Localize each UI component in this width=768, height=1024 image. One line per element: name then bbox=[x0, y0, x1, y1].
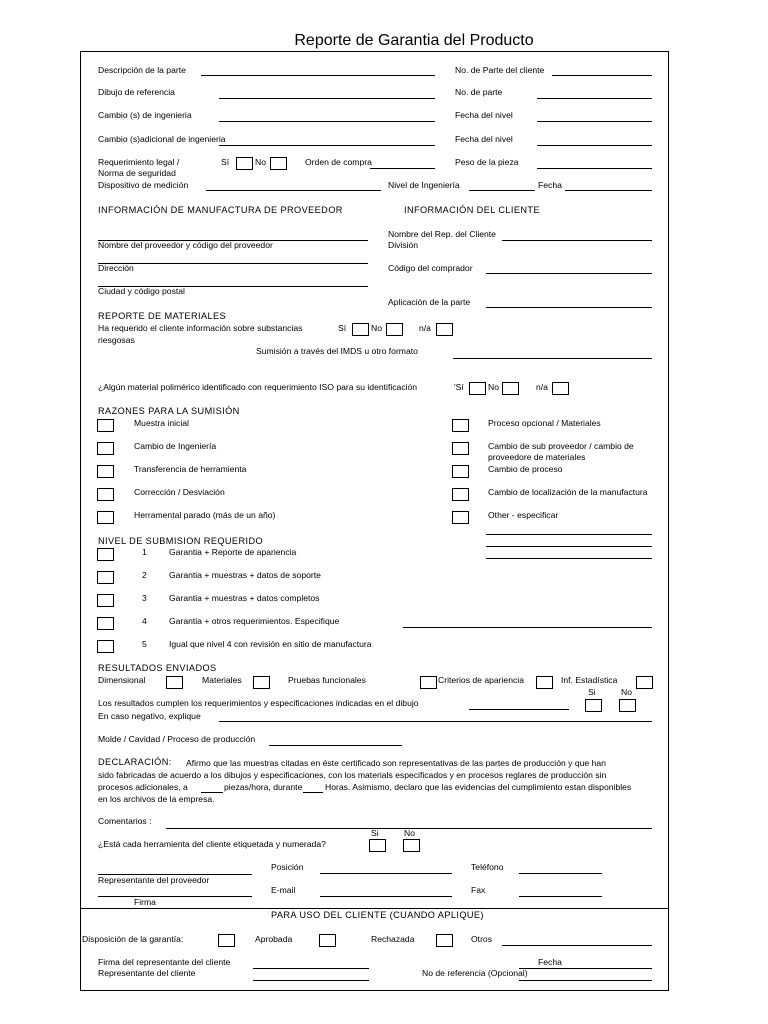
field-firma[interactable] bbox=[98, 896, 252, 897]
field-dispositivo[interactable] bbox=[206, 190, 381, 191]
field-nivel-4-especifique[interactable] bbox=[403, 627, 652, 628]
checkbox-nivel-1[interactable] bbox=[97, 548, 114, 561]
label-no-referencia: No de referencia (Opcional) bbox=[422, 968, 528, 978]
label-other: Other - especificar bbox=[488, 510, 559, 520]
checkbox-cambio-ingenieria[interactable] bbox=[97, 442, 114, 455]
label-mat-na: n/a bbox=[419, 323, 431, 333]
label-proceso-opcional: Proceso opcional / Materiales bbox=[488, 418, 601, 428]
label-inf-estadistica: Inf. Estadística bbox=[561, 675, 618, 685]
label-comentarios: Comentarios : bbox=[98, 816, 152, 826]
field-email[interactable] bbox=[320, 896, 452, 897]
checkbox-transferencia[interactable] bbox=[97, 465, 114, 478]
heading-materials: REPORTE DE MATERIALES bbox=[98, 311, 227, 321]
label-muestra-inicial: Muestra inicial bbox=[134, 418, 189, 428]
heading-client: INFORMACIÓN DEL CLIENTE bbox=[404, 205, 540, 215]
field-cambio-adicional[interactable] bbox=[219, 145, 435, 146]
field-other-2[interactable] bbox=[486, 546, 652, 547]
label-herr-no: No bbox=[404, 828, 415, 838]
field-otros[interactable] bbox=[502, 945, 652, 946]
field-molde[interactable] bbox=[269, 745, 402, 746]
label-legal-si: Sí bbox=[221, 157, 230, 167]
label-poli-no: No bbox=[488, 382, 499, 392]
declaration-line-2: sido fabricadas de acuerdo a los dibujos y especificaciones, con los materials especificados y en procesos reglares de producción sin bbox=[98, 770, 607, 780]
label-fecha: Fecha bbox=[538, 180, 562, 190]
field-descripcion[interactable] bbox=[201, 75, 435, 76]
checkbox-mat-no[interactable] bbox=[386, 323, 403, 336]
field-other-3[interactable] bbox=[486, 558, 652, 559]
field-telefono[interactable] bbox=[519, 873, 602, 874]
label-materiales: Materiales bbox=[202, 675, 242, 685]
label-firma: Firma bbox=[134, 897, 156, 907]
declaration-line-1: Afirmo que las muestras citadas en éste certificado son representativas de las partes de producción y que han bbox=[186, 758, 606, 768]
field-posicion[interactable] bbox=[320, 873, 452, 874]
client-section-divider bbox=[80, 908, 669, 909]
label-posicion: Posición bbox=[271, 862, 304, 872]
label-email: E-mail bbox=[271, 885, 296, 895]
checkbox-muestra-inicial[interactable] bbox=[97, 419, 114, 432]
label-rep-cliente-bottom: Representante del cliente bbox=[98, 968, 196, 978]
checkbox-other[interactable] bbox=[452, 511, 469, 524]
label-norma-seguridad: Norma de seguridad bbox=[98, 168, 176, 178]
label-molde: Molde / Cavidad / Proceso de producción bbox=[98, 734, 256, 744]
checkbox-criterios[interactable] bbox=[536, 676, 553, 689]
checkbox-poli-na[interactable] bbox=[552, 382, 569, 395]
field-direccion[interactable] bbox=[98, 263, 368, 264]
checkbox-dimensional[interactable] bbox=[166, 676, 183, 689]
label-codigo-comprador: Código del comprador bbox=[388, 263, 473, 273]
checkbox-proceso-opcional[interactable] bbox=[452, 419, 469, 432]
checkbox-sub-proveedor[interactable] bbox=[452, 442, 469, 455]
label-no-parte: No. de parte bbox=[455, 87, 503, 97]
label-cambio-adicional: Cambio (s)adicional de ingenieria bbox=[98, 134, 226, 144]
field-codigo-comprador[interactable] bbox=[486, 273, 652, 274]
heading-client-use: PARA USO DEL CLIENTE (CUANDO APLIQUE) bbox=[271, 910, 484, 920]
label-criterios: Criterios de apariencia bbox=[438, 675, 524, 685]
label-ciudad: Ciudad y código postal bbox=[98, 286, 185, 296]
label-polimerico: ¿Algún material polimérico identificado con requerimiento ISO para su identificación bbox=[98, 382, 418, 392]
heading-results: RESULTADOS ENVIADOS bbox=[98, 663, 217, 673]
checkbox-poli-no[interactable] bbox=[502, 382, 519, 395]
label-descripcion: Descripción de la parte bbox=[98, 65, 186, 75]
checkbox-poli-si[interactable] bbox=[469, 382, 486, 395]
label-no-parte-cliente: No. de Parte del cliente bbox=[455, 65, 545, 75]
label-transferencia: Transferencia de herramienta bbox=[134, 464, 247, 474]
level-number: 2 bbox=[142, 570, 147, 580]
label-cambio-ing: Cambio (s) de ingenieria bbox=[98, 110, 192, 120]
checkbox-cumplen-si[interactable] bbox=[585, 699, 602, 712]
label-telefono: Teléfono bbox=[471, 862, 504, 872]
level-label: Igual que nivel 4 con revisión en sitio de manufactura bbox=[169, 639, 372, 649]
label-herramental: Herramental parado (más de un año) bbox=[134, 510, 276, 520]
label-otros: Otros bbox=[471, 934, 493, 944]
checkbox-herramienta-no[interactable] bbox=[403, 839, 420, 852]
checkbox-pruebas[interactable] bbox=[420, 676, 437, 689]
label-poli-na: n/a bbox=[536, 382, 548, 392]
label-correccion: Corrección / Desviación bbox=[134, 487, 225, 497]
label-nivel-ing: Nivel de Ingeniería bbox=[388, 180, 460, 190]
field-firma-rep[interactable] bbox=[253, 968, 369, 969]
label-division: División bbox=[388, 240, 419, 250]
field-other-1[interactable] bbox=[486, 534, 652, 535]
label-peso-pieza: Peso de la pieza bbox=[455, 157, 519, 167]
field-fecha-nivel-1[interactable] bbox=[537, 121, 652, 122]
checkbox-nivel-2[interactable] bbox=[97, 571, 114, 584]
field-dibujo[interactable] bbox=[219, 98, 435, 99]
field-no-referencia[interactable] bbox=[519, 980, 652, 981]
checkbox-herramental[interactable] bbox=[97, 511, 114, 524]
heading-supplier: INFORMACIÓN DE MANUFACTURA DE PROVEEDOR bbox=[98, 205, 343, 215]
label-aplicacion: Aplicación de la parte bbox=[388, 297, 471, 307]
field-client-fecha[interactable] bbox=[519, 968, 652, 969]
label-sub-proveedor: Cambio de sub proveedor / cambio de bbox=[488, 441, 634, 451]
label-sumision-imds: Sumisión a través del IMDS u otro formato bbox=[256, 346, 418, 356]
label-cumplen: Los resultados cumplen los requerimientos y especificaciones indicadas en el dibujo bbox=[98, 698, 419, 708]
field-cambio-ing[interactable] bbox=[219, 121, 435, 122]
label-poli-si: 'Sí bbox=[454, 382, 464, 392]
label-herr-si: Si bbox=[371, 828, 379, 838]
field-nivel-ing[interactable] bbox=[469, 190, 535, 191]
declaration-line-4: en los archivos de la empresa. bbox=[98, 794, 215, 804]
declaration-line-3a: procesos adicionales, a bbox=[98, 782, 188, 792]
label-mat-no: No bbox=[371, 323, 382, 333]
field-no-parte[interactable] bbox=[537, 98, 652, 99]
level-label: Garantia + otros requerimientos. Especifique bbox=[169, 616, 340, 626]
label-aprobada: Aprobada bbox=[255, 934, 293, 944]
level-number: 4 bbox=[142, 616, 147, 626]
level-number: 3 bbox=[142, 593, 147, 603]
declaration-line-3b: piezas/hora, durante bbox=[224, 782, 303, 792]
field-fax[interactable] bbox=[519, 896, 602, 897]
checkbox-localizacion[interactable] bbox=[452, 488, 469, 501]
label-cambio-ingenieria: Cambio de Ingeniería bbox=[134, 441, 217, 451]
field-fecha-nivel-2[interactable] bbox=[537, 145, 652, 146]
heading-declaracion: DECLARACIÓN: bbox=[98, 757, 172, 767]
label-rechazada: Rechazada bbox=[371, 934, 415, 944]
field-rep-cliente[interactable] bbox=[502, 240, 652, 241]
level-label: Garantia + Reporte de apariencia bbox=[169, 547, 297, 557]
label-cambio-proceso: Cambio de proceso bbox=[488, 464, 563, 474]
checkbox-nivel-4[interactable] bbox=[97, 617, 114, 630]
label-negativo: En caso negativo, explique bbox=[98, 711, 201, 721]
label-substancias: Ha requerido el cliente información sobre substancias bbox=[98, 323, 303, 333]
heading-reasons: RAZONES PARA LA SUMISIÓN bbox=[98, 406, 240, 416]
label-nombre-proveedor: Nombre del proveedor y código del proveedor bbox=[98, 240, 273, 250]
checkbox-materiales[interactable] bbox=[253, 676, 270, 689]
page-title: Reporte de Garantia del Producto bbox=[294, 32, 534, 49]
checkbox-mat-si[interactable] bbox=[352, 323, 369, 336]
heading-levels: NIVEL DE SUBMISION REQUERIDO bbox=[98, 536, 264, 546]
label-disposicion: Disposición de la garantía: bbox=[82, 934, 184, 944]
label-representante-proveedor: Representante del proveedor bbox=[98, 875, 210, 885]
label-dibujo: Dibujo de referencia bbox=[98, 87, 175, 97]
label-direccion: Dirección bbox=[98, 263, 134, 273]
checkbox-rechazada[interactable] bbox=[436, 934, 453, 947]
label-cumplen-si: Si bbox=[588, 687, 596, 697]
checkbox-cambio-proceso[interactable] bbox=[452, 465, 469, 478]
label-dispositivo: Dispositivo de medición bbox=[98, 180, 189, 190]
level-number: 1 bbox=[142, 547, 147, 557]
checkbox-aprobada[interactable] bbox=[319, 934, 336, 947]
checkbox-cumplen-no[interactable] bbox=[619, 699, 636, 712]
field-sumision-imds[interactable] bbox=[453, 358, 652, 359]
label-dimensional: Dimensional bbox=[98, 675, 146, 685]
checkbox-legal-si[interactable] bbox=[236, 157, 253, 170]
checkbox-correccion[interactable] bbox=[97, 488, 114, 501]
checkbox-disposicion-1[interactable] bbox=[218, 934, 235, 947]
checkbox-herramienta-si[interactable] bbox=[369, 839, 386, 852]
label-riesgosas: riesgosas bbox=[98, 335, 135, 345]
label-proveedor-materiales: proveedore de materiales bbox=[488, 452, 586, 462]
declaration-line-3c: Horas. Asimismo, declaro que las evidencias del cumplimiento estan disponibles bbox=[325, 782, 632, 792]
field-no-parte-cliente[interactable] bbox=[552, 75, 652, 76]
level-label: Garantia + muestras + datos completos bbox=[169, 593, 320, 603]
field-fecha[interactable] bbox=[565, 190, 652, 191]
label-mat-si: Sí bbox=[338, 323, 347, 333]
label-legal-no: No bbox=[255, 157, 266, 167]
field-horas[interactable] bbox=[303, 792, 323, 793]
checkbox-inf-estadistica[interactable] bbox=[636, 676, 653, 689]
label-localizacion: Cambio de localización de la manufactura bbox=[488, 487, 648, 497]
field-aplicacion[interactable] bbox=[486, 307, 652, 308]
checkbox-nivel-3[interactable] bbox=[97, 594, 114, 607]
label-client-fecha: Fecha bbox=[538, 957, 562, 967]
field-piezas-hora[interactable] bbox=[201, 792, 223, 793]
label-cumplen-no: No bbox=[621, 687, 632, 697]
label-herramienta: ¿Está cada herramienta del cliente etiquetada y numerada? bbox=[98, 839, 326, 849]
level-label: Garantia + muestras + datos de soporte bbox=[169, 570, 321, 580]
checkbox-nivel-5[interactable] bbox=[97, 640, 114, 653]
field-negativo[interactable] bbox=[219, 721, 652, 722]
label-rep-cliente: Nombre del Rep. del Cliente bbox=[388, 229, 496, 239]
field-cumplen[interactable] bbox=[469, 709, 569, 710]
field-orden-compra[interactable] bbox=[370, 168, 435, 169]
field-peso-pieza[interactable] bbox=[537, 168, 652, 169]
label-firma-rep: Firma del representante del cliente bbox=[98, 957, 231, 967]
checkbox-legal-no[interactable] bbox=[270, 157, 287, 170]
checkbox-mat-na[interactable] bbox=[436, 323, 453, 336]
label-req-legal: Requerimiento legal / bbox=[98, 157, 180, 167]
level-number: 5 bbox=[142, 639, 147, 649]
field-rep-cliente-bottom[interactable] bbox=[253, 980, 369, 981]
label-orden-compra: Orden de compra bbox=[305, 157, 372, 167]
label-fecha-nivel-2: Fecha del nivel bbox=[455, 134, 513, 144]
label-fecha-nivel-1: Fecha del nivel bbox=[455, 110, 513, 120]
label-pruebas: Pruebas funcionales bbox=[288, 675, 366, 685]
label-fax: Fax bbox=[471, 885, 486, 895]
